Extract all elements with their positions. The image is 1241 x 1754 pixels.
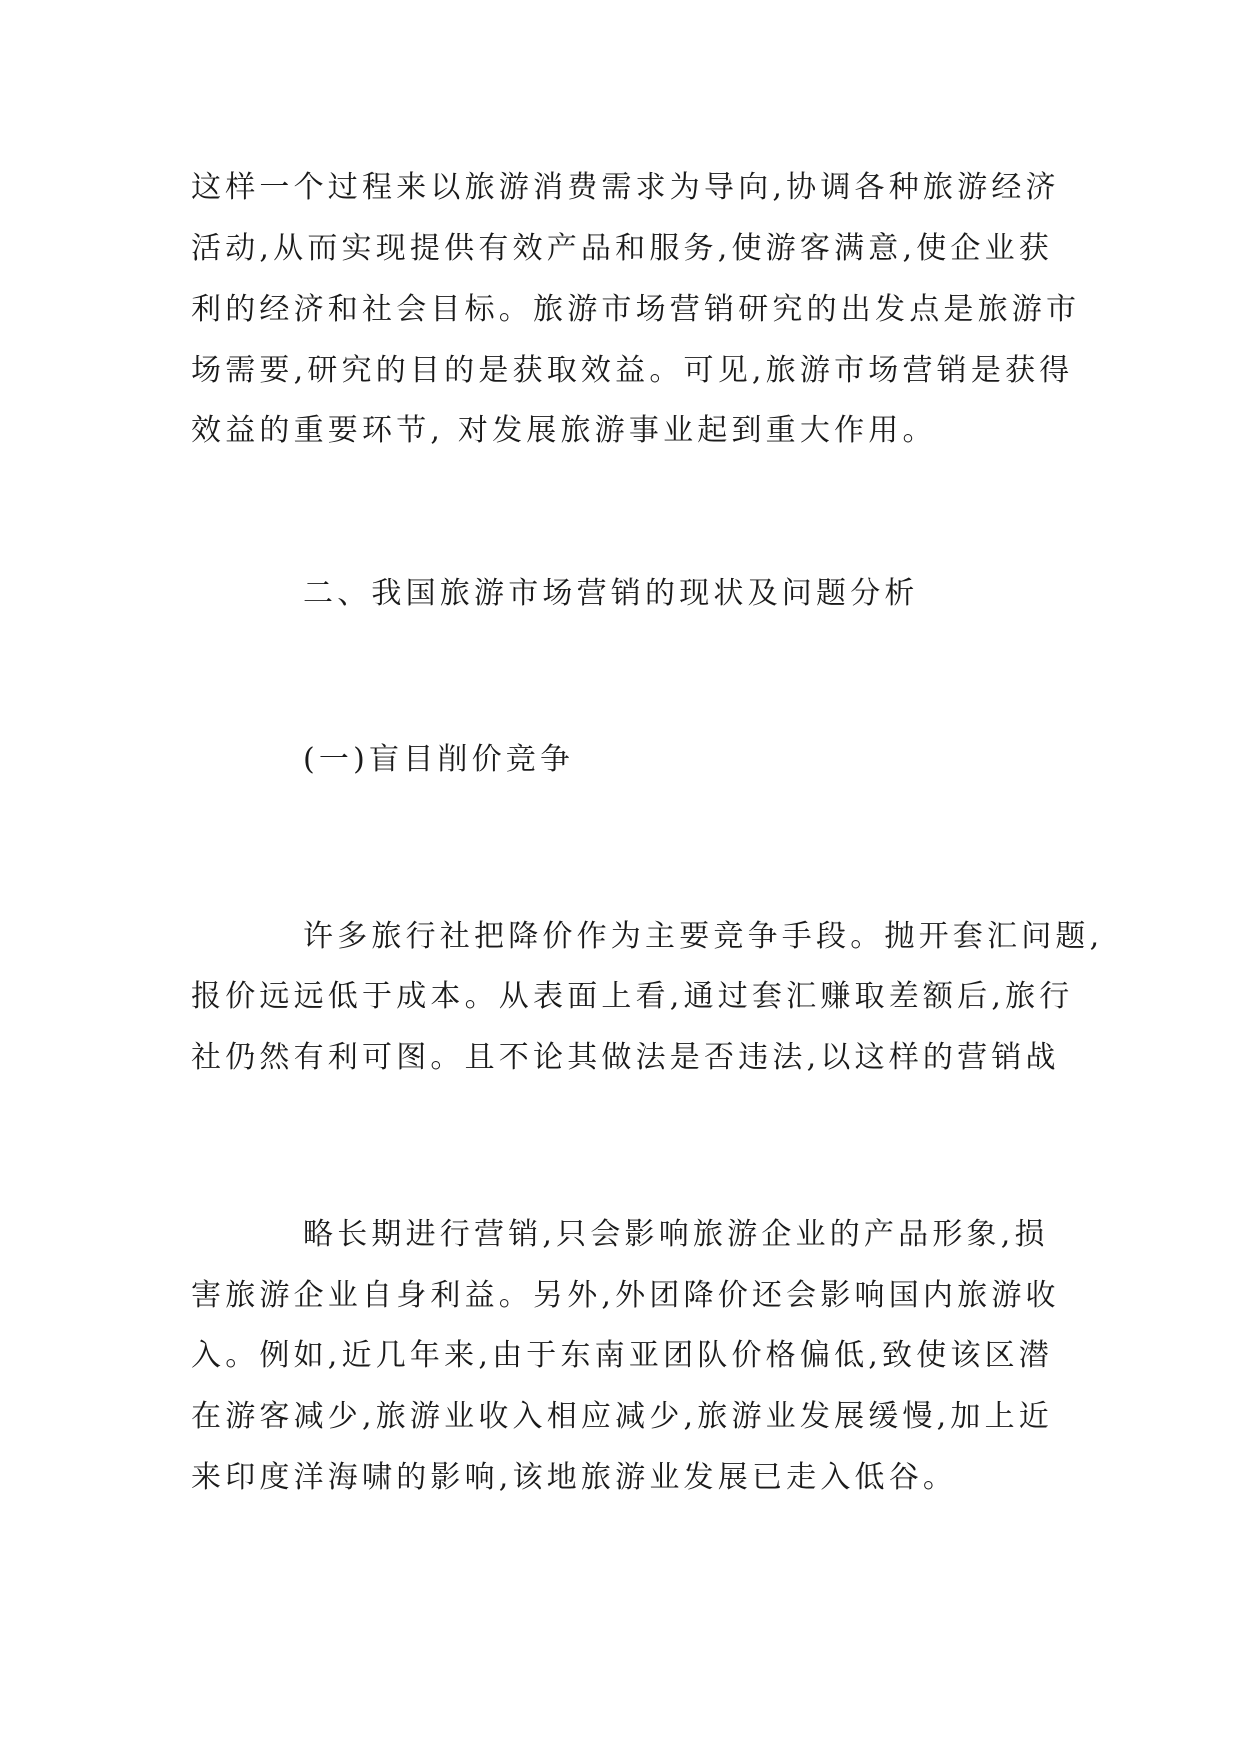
paragraph-2-line-2: 报价远远低于成本。从表面上看,通过套汇赚取差额后,旅行 bbox=[191, 979, 1074, 1014]
paragraph-3-line-3: 入。例如,近几年来,由于东南亚团队价格偏低,致使该区潜 bbox=[191, 1338, 1054, 1373]
paragraph-3-line-2: 害旅游企业自身利益。另外,外团降价还会影响国内旅游收 bbox=[191, 1278, 1060, 1313]
paragraph-2-line-1: 许多旅行社把降价作为主要竞争手段。抛开套汇问题, bbox=[303, 919, 1104, 954]
subsection-heading: (一)盲目削价竞争 bbox=[303, 742, 575, 777]
paragraph-1-line-3: 利的经济和社会目标。旅游市场营销研究的出发点是旅游市 bbox=[191, 292, 1081, 327]
paragraph-2-line-3: 社仍然有利可图。且不论其做法是否违法,以这样的营销战 bbox=[191, 1040, 1060, 1075]
paragraph-3-line-1: 略长期进行营销,只会影响旅游企业的产品形象,损 bbox=[303, 1217, 1049, 1252]
section-heading: 二、我国旅游市场营销的现状及问题分析 bbox=[303, 576, 919, 611]
paragraph-3-line-5: 来印度洋海啸的影响,该地旅游业发展已走入低谷。 bbox=[191, 1460, 958, 1495]
paragraph-1-line-1: 这样一个过程来以旅游消费需求为导向,协调各种旅游经济 bbox=[191, 170, 1060, 205]
paragraph-1-line-4: 场需要,研究的目的是获取效益。可见,旅游市场营销是获得 bbox=[191, 353, 1074, 388]
paragraph-3-line-4: 在游客减少,旅游业收入相应减少,旅游业发展缓慢,加上近 bbox=[191, 1399, 1054, 1434]
paragraph-1-line-5: 效益的重要环节, 对发展旅游事业起到重大作用。 bbox=[191, 413, 937, 448]
paragraph-1-line-2: 活动,从而实现提供有效产品和服务,使游客满意,使企业获 bbox=[191, 231, 1054, 266]
